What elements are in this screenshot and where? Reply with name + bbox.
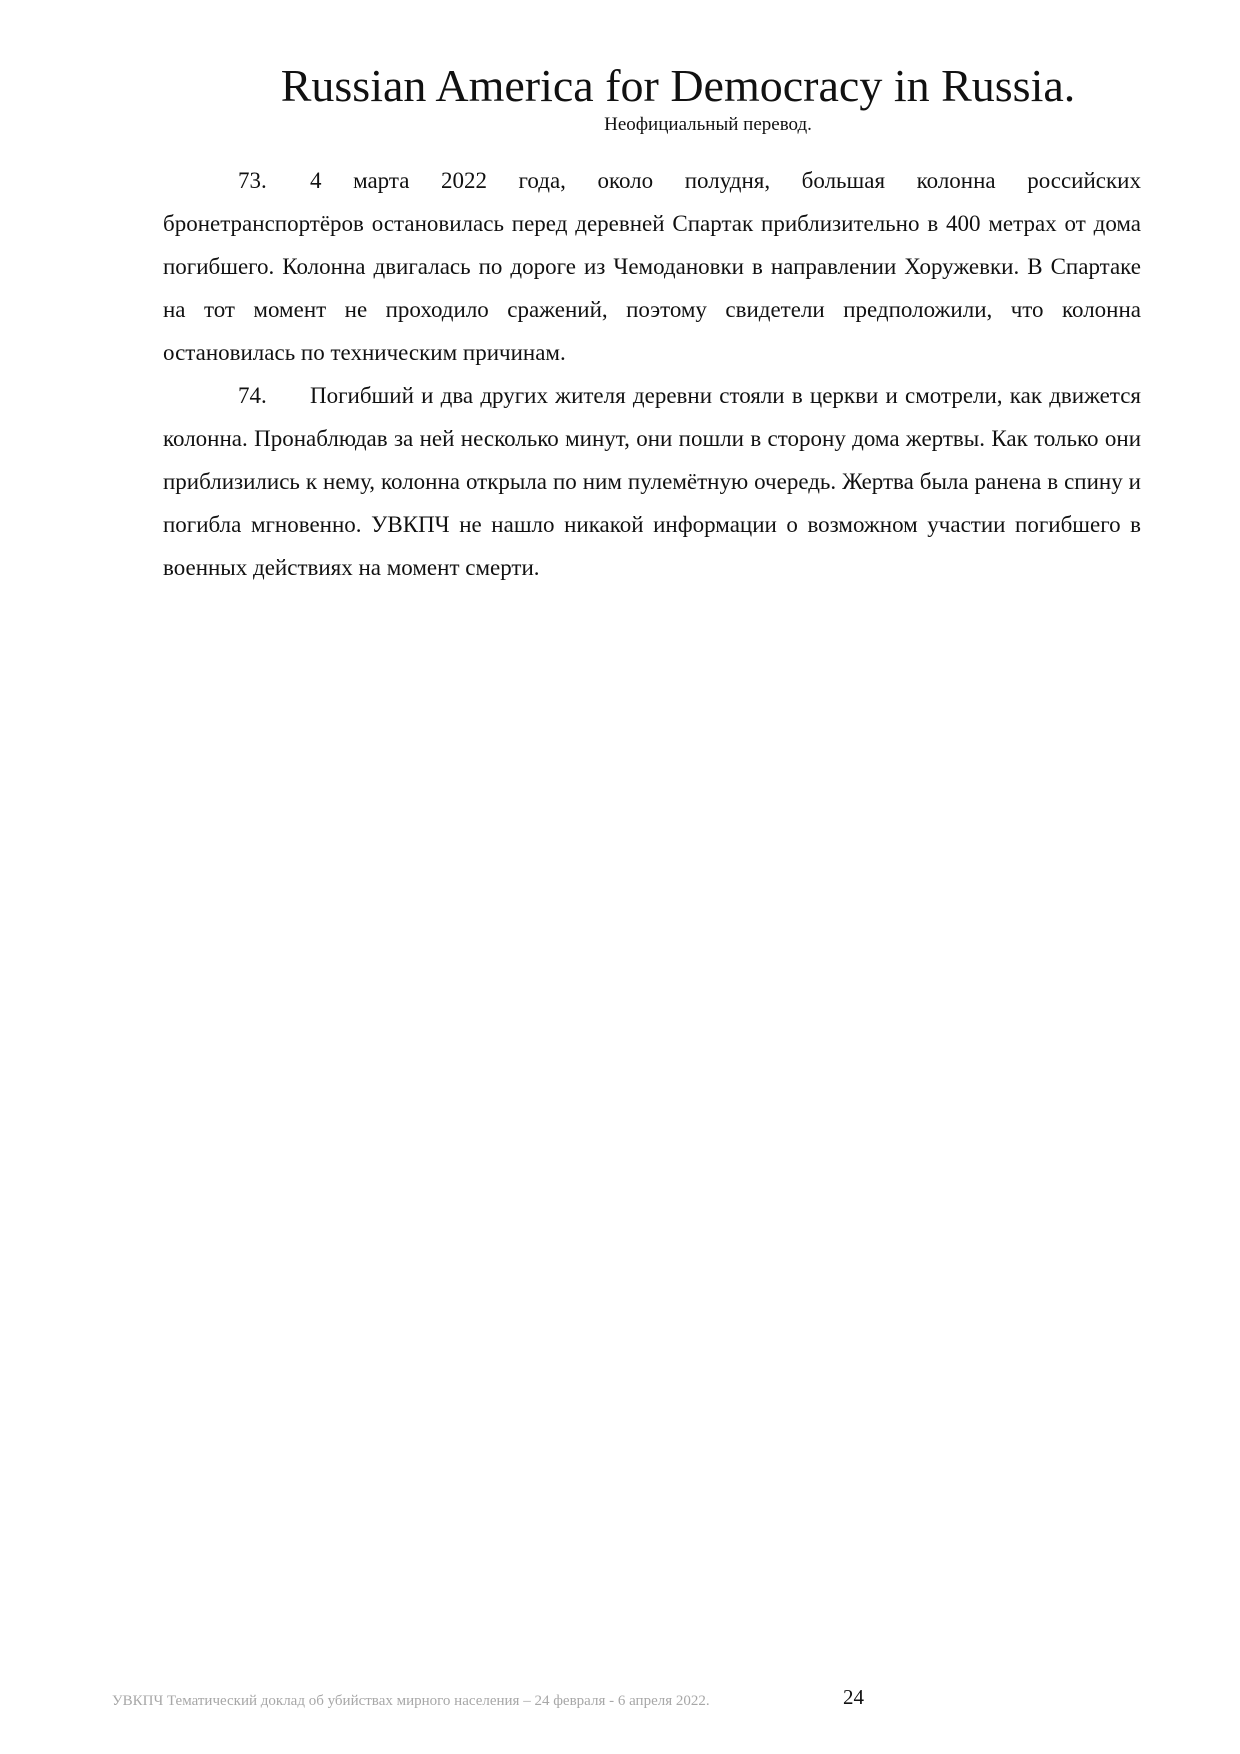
paragraph-text: Погибший и два других жителя деревни стояли в церкви и смотрели, как движется колонна. Пронаблюдав за ней несколько минут, они пошли в сторону дома жертвы. Как только они приблизились к нему, колонна открыла по ним пулемётную очередь. Жертва была ранена в спину и погибла мгновенно. УВКПЧ не нашло никакой информации о возможном участии погибшего в военных действиях на момент смерти. — [163, 383, 1141, 580]
document-header-title: Russian America for Democracy in Russia. — [280, 60, 1076, 111]
paragraph-text: 4 марта 2022 года, около полудня, большая колонна российских бронетранспортёров остановилась перед деревней Спартак приблизительно в 400 метрах от дома погибшего. Колонна двигалась по дороге из Чемодановки в направлении Хоружевки. В Спартаке на тот момент не проходило сражений, поэтому свидетели предположили, что колонна остановилась по техническим причинам. — [163, 168, 1141, 365]
paragraph-number: 74. — [238, 383, 267, 408]
page-footer — [0, 1685, 1240, 1754]
footer-report-title: УВКПЧ Тематический доклад об убийствах мирного населения – 24 февраля - 6 апреля 2022. — [112, 1693, 710, 1709]
paragraph-73 — [163, 159, 1141, 374]
page-number: 24 — [843, 1685, 864, 1709]
paragraph-74 — [163, 374, 1141, 589]
paragraph-number: 73. — [238, 168, 267, 193]
translation-note: Неофициальный перевод. — [604, 114, 812, 135]
document-body — [163, 159, 1141, 589]
